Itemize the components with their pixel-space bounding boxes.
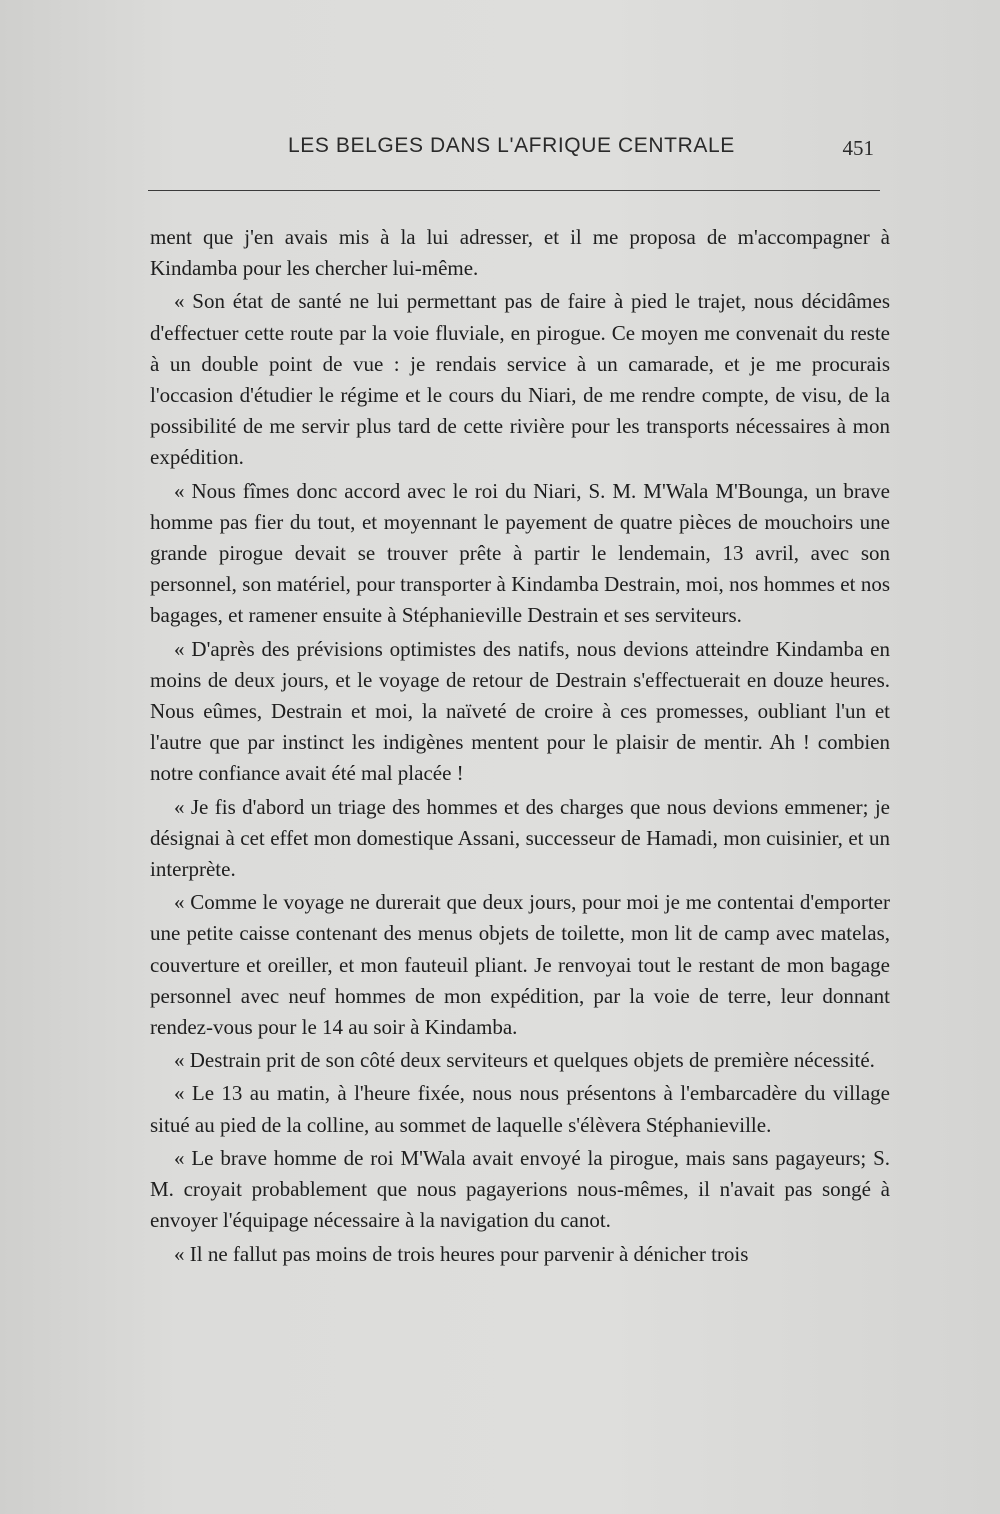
paragraph: « Je fis d'abord un triage des hommes et des charges que nous devions emmener; je désignai à cet effet mon domestique Assani, successeur de Hamadi, mon cuisinier, et un interprète. [150,794,890,882]
paragraph: ment que j'en avais mis à la lui adresser, et il me proposa de m'accompagner à Kindamba pour les chercher lui-même. [150,225,890,281]
paragraph: « Comme le voyage ne durerait que deux jours, pour moi je me contentai d'emporter une petite caisse contenant des menus objets de toilette, mon lit de camp avec matelas, couverture et oreiller, et mon fauteuil pliant. Je renvoyai tout le restant de mon bagage personnel avec neuf hommes de mon expédition, par la voie de terre, leur donnant rendez-vous pour le 14 au soir à Kindamba. [150,890,890,1040]
paragraph: « Il ne fallut pas moins de trois heures pour parvenir à dénicher trois [174,1241,749,1266]
paragraph: « Nous fîmes donc accord avec le roi du Niari, S. M. M'Wala M'Bounga, un brave homme pas fier du tout, et moyennant le payement de quatre pièces de mouchoirs une grande pirogue devait se trouver prête à partir le lendemain, 13 avril, avec son personnel, son matériel, pour transporter à Kindamba Destrain, moi, nos hommes et nos bagages, et ramener ensuite à Stéphanieville Destrain et ses serviteurs. [150,478,890,628]
running-title: LES BELGES DANS L'AFRIQUE CENTRALE [288,134,735,157]
paragraph: « Le brave homme de roi M'Wala avait envoyé la pirogue, mais sans pagayeurs; S. M. croyait probablement que nous pagayerions nous-mêmes, il n'avait pas songé à envoyer l'équipage nécessaire à la navigation du canot. [150,1145,890,1233]
paragraph: « Destrain prit de son côté deux serviteurs et quelques objets de première nécessité. [174,1048,875,1073]
page-number: 451 [842,136,874,160]
paragraph: « D'après des prévisions optimistes des natifs, nous devions atteindre Kindamba en moins de deux jours, et le voyage de retour de Destrain s'effectuerait en douze heures. Nous eûmes, Destrain et moi, la naïveté de croire à ces promesses, oubliant l'un et l'autre que par instinct les indigènes mentent pour le plaisir de mentir. Ah ! combien notre confiance avait été mal placée ! [150,636,890,786]
header-rule [148,190,880,191]
body-text [150,222,890,1270]
paragraph: « Le 13 au matin, à l'heure fixée, nous nous présentons à l'embarcadère du village situé au pied de la colline, au sommet de laquelle s'élèvera Stéphanieville. [150,1081,890,1137]
running-head [148,134,880,168]
paragraph: « Son état de santé ne lui permettant pas de faire à pied le trajet, nous décidâmes d'effectuer cette route par la voie fluviale, en pirogue. Ce moyen me convenait du reste à un double point de vue : je rendais service à un camarade, et je me procurais l'occasion d'étudier le régime et le cours du Niari, de me rendre compte, de visu, de la possibilité de me servir plus tard de cette rivière pour les transports nécessaires à mon expédition. [150,289,890,470]
